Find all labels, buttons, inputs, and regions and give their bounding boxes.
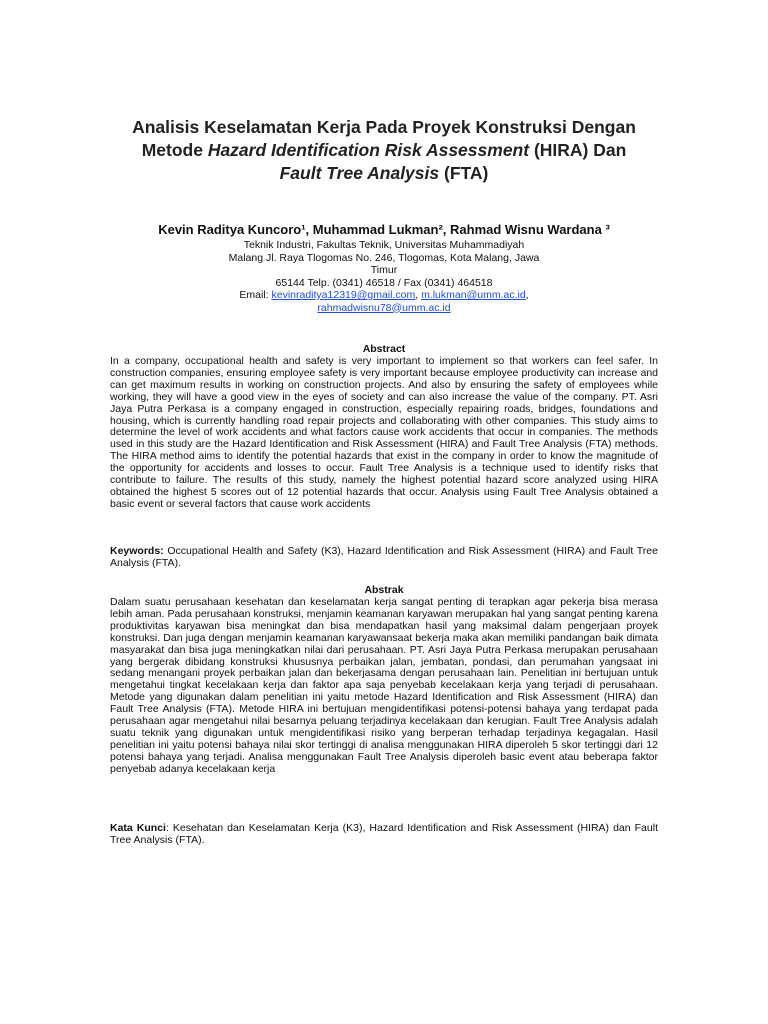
title-line-1: Analisis Keselamatan Kerja Pada Proyek Konstruksi Dengan	[132, 117, 636, 137]
paper-title	[90, 116, 678, 185]
title-line-2-prefix: Metode	[141, 140, 208, 160]
kata-kunci-label: Kata Kunci	[110, 822, 166, 834]
email-link-3[interactable]: rahmadwisnu78@umm.ac.id	[317, 301, 451, 314]
abstrak-body: Dalam suatu perusahaan kesehatan dan keselamatan kerja sangat penting di terapkan agar pekerja bisa merasa lebih aman. Pada perusahaan konstruksi, menjamin keamanan karyawan merupakan hal yang sangat penting karena produktivitas karyawan bisa meningkat dan bisa mendapatkan hasil yang maksimal dalam pengerjaan proyek konstruksi. Dan juga dengan menjamin keamanan karyawansaat bekerja maka akan memiliki pandangan baik dimata masyarakat dan bisa juga meningkatkan nilai dari perusahaan. PT. Asri Jaya Putra Perkasa merupakan perusahaan yang bergerak dibidang konstruksi khususnya perbaikan jalan, jembatan, pondasi, dan perumahan yangsaat ini sedang menangani proyek perbaikan jalan dan bekerjasama dengan perusahaan lain. Penelitian ini bertujuan untuk mengetahui tingkat kecelakaan kerja dan faktor apa saja penyebab kecelakaan kerja yang terjadi di perusahaan. Metode yang digunakan dalam penelitian ini yaitu metode Hazard Identification and Risk Assessment (HIRA) dan Fault Tree Analysis (FTA). Metode HIRA ini bertujuan mengidentifikasi potensi-potensi bahaya yang terdapat pada perusahaan agar mengetahui nilai besarnya peluang terjadinya kecelakaan dan kerugian. Fault Tree Analysis adalah suatu teknik yang digunakan untuk mengidentifikasi risiko yang berperan terhadap terjadinya kegagalan. Hasil penelitian ini yaitu potensi bahaya nilai skor tertinggi di analisa menggunakan HIRA diperoleh 5 skor tertinggi dari 12 potensi bahaya yang terjadi. Analisa menggunakan Fault Tree Analysis diperoleh basic event atau beberapa faktor penyebab adanya kecelakaan kerja	[110, 596, 658, 775]
affiliation-line-3: Timur	[370, 264, 398, 276]
affiliation-line-4: 65144 Telp. (0341) 46518 / Fax (0341) 464518	[275, 276, 493, 289]
abstract-heading: Abstract	[362, 343, 406, 355]
email-link-2[interactable]: m.lukman@umm.ac.id	[421, 289, 526, 301]
email-separator-1: ,	[415, 289, 422, 301]
email-line	[170, 289, 598, 302]
title-line-3-italic: Fault Tree Analysis	[279, 163, 440, 183]
email-separator-2: ,	[525, 289, 529, 301]
email-label: Email:	[239, 289, 272, 301]
affiliation-line-2: Malang Jl. Raya Tlogomas No. 246, Tlogomas, Kota Malang, Jawa	[228, 251, 540, 264]
kata-kunci-paragraph	[110, 823, 658, 847]
keywords-paragraph	[110, 546, 658, 570]
title-line-2-italic: Hazard Identification Risk Assessment	[207, 140, 530, 160]
email-line-2	[170, 302, 598, 315]
keywords-text: Occupational Health and Safety (K3), Hazard Identification and Risk Assessment (HIRA) and Fault Tree Analysis (FTA).	[110, 545, 658, 569]
title-line-3-suffix: (FTA)	[439, 163, 489, 183]
email-link-1[interactable]: kevinraditya12319@gmail.com	[271, 289, 416, 301]
abstrak-heading: Abstrak	[364, 584, 404, 596]
affiliation-line-1: Teknik Industri, Fakultas Teknik, Universitas Muhammadiyah	[243, 239, 525, 251]
affiliation-block	[170, 239, 598, 314]
keywords-label: Keywords:	[110, 545, 164, 557]
kata-kunci-text: : Kesehatan dan Keselamatan Kerja (K3), Hazard Identification and Risk Assessment (HIRA) dan Fault Tree Analysis (FTA).	[110, 822, 658, 846]
abstract-body: In a company, occupational health and safety is very important to implement so that workers can feel safer. In construction companies, ensuring employee safety is very important because employee productivity can increase and can get maximum results in working on construction projects. And also by ensuring the safety of employees while working, they will have a good view in the eyes of society and can also increase the value of the company. PT. Asri Jaya Putra Perkasa is a company engaged in construction, especially repairing roads, bridges, foundations and housing, which is currently handling road repair projects and collaborating with other companies. This study aims to determine the level of work accidents and what factors cause work accidents that occur in companies. The methods used in this study are the Hazard Identification and Risk Assessment (HIRA) and Fault Tree Analysis (FTA) methods. The HIRA method aims to identify the potential hazards that exist in the company in order to know the magnitude of the opportunity for accidents and losses to occur. Fault Tree Analysis is a technique used to identify risks that contribute to failure. The results of this study, namely the highest potential hazard score analyzed using HIRA obtained the highest 5 scores out of 12 potential hazards that occur. Analysis using Fault Tree Analysis obtained a basic event or several factors that cause work accidents	[110, 355, 658, 510]
author-list: Kevin Raditya Kuncoro¹, Muhammad Lukman², Rahmad Wisnu Wardana ³	[158, 222, 610, 237]
title-line-2-suffix: (HIRA) Dan	[529, 140, 627, 160]
